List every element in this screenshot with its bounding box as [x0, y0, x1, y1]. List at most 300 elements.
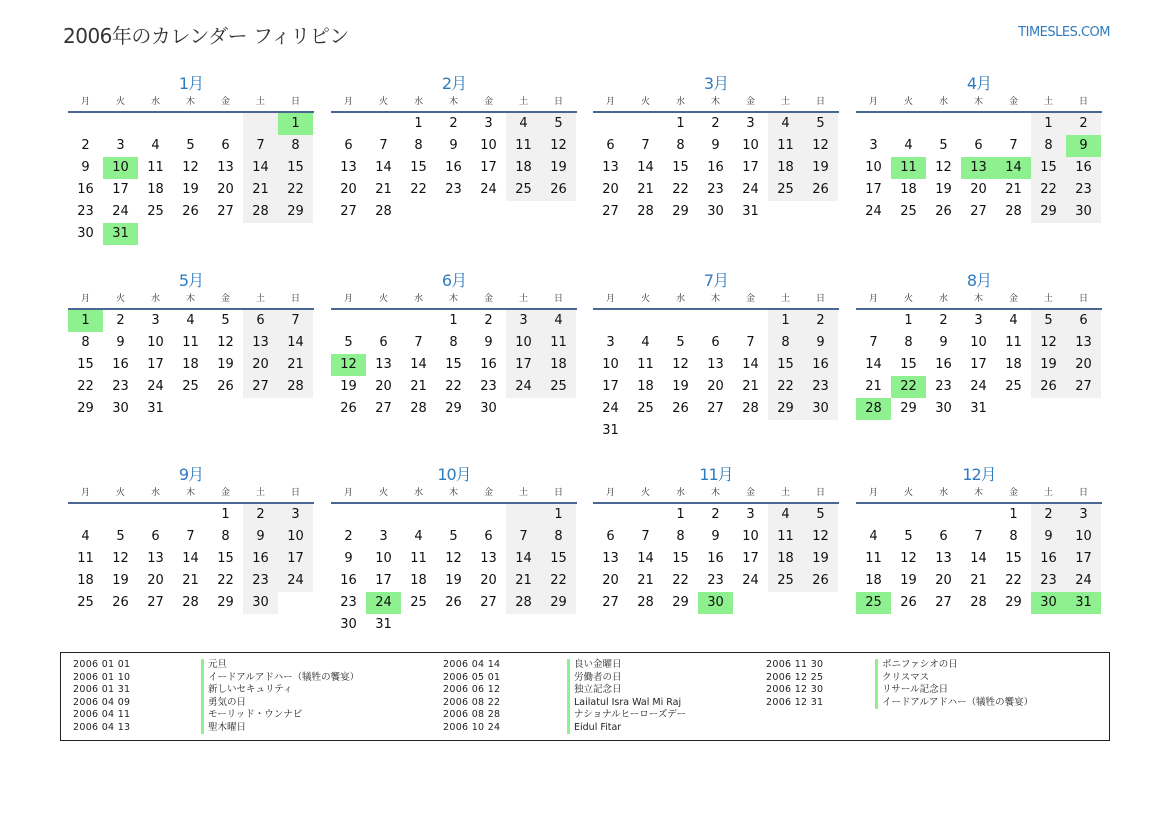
day-cell[interactable]: 21	[970, 573, 987, 588]
day-cell[interactable]: 30	[803, 398, 838, 420]
day-cell[interactable]: 17	[278, 548, 313, 570]
day-cell[interactable]: 24	[865, 204, 882, 219]
day-cell[interactable]: 20	[375, 379, 392, 394]
day-cell[interactable]: 23	[1066, 179, 1101, 201]
day-cell[interactable]: 28	[637, 595, 654, 610]
day-cell[interactable]: 20	[480, 573, 497, 588]
day-cell[interactable]: 15	[445, 357, 462, 372]
day-cell[interactable]: 18	[506, 157, 541, 179]
day-cell[interactable]: 29	[900, 401, 917, 416]
day-cell[interactable]: 4	[186, 313, 195, 328]
day-cell[interactable]: 7	[974, 529, 983, 544]
day-cell[interactable]: 16	[77, 182, 94, 197]
day-cell[interactable]: 14	[865, 357, 882, 372]
day-cell[interactable]: 5	[1031, 310, 1066, 332]
day-cell[interactable]: 29	[1031, 201, 1066, 223]
day-cell[interactable]: 25	[77, 595, 94, 610]
day-cell[interactable]: 1	[768, 310, 803, 332]
holiday-day-cell[interactable]: 11	[891, 157, 926, 179]
holiday-day-cell[interactable]: 28	[856, 398, 891, 420]
day-cell[interactable]: 8	[81, 335, 90, 350]
day-cell[interactable]: 12	[182, 160, 199, 175]
day-cell[interactable]: 18	[637, 379, 654, 394]
day-cell[interactable]: 28	[182, 595, 199, 610]
day-cell[interactable]: 24	[602, 401, 619, 416]
day-cell[interactable]: 29	[672, 204, 689, 219]
day-cell[interactable]: 14	[410, 357, 427, 372]
day-cell[interactable]: 12	[935, 160, 952, 175]
day-cell[interactable]: 26	[1031, 376, 1066, 398]
day-cell[interactable]: 22	[768, 376, 803, 398]
day-cell[interactable]: 10	[1066, 526, 1101, 548]
day-cell[interactable]: 12	[803, 135, 838, 157]
day-cell[interactable]: 12	[803, 526, 838, 548]
day-cell[interactable]: 1	[676, 507, 685, 522]
day-cell[interactable]: 4	[904, 138, 913, 153]
day-cell[interactable]: 21	[742, 379, 759, 394]
day-cell[interactable]: 5	[939, 138, 948, 153]
day-cell[interactable]: 25	[900, 204, 917, 219]
day-cell[interactable]: 17	[1066, 548, 1101, 570]
day-cell[interactable]: 20	[243, 354, 278, 376]
day-cell[interactable]: 3	[869, 138, 878, 153]
day-cell[interactable]: 24	[506, 376, 541, 398]
day-cell[interactable]: 11	[77, 551, 94, 566]
day-cell[interactable]: 10	[602, 357, 619, 372]
day-cell[interactable]: 28	[742, 401, 759, 416]
day-cell[interactable]: 5	[449, 529, 458, 544]
day-cell[interactable]: 11	[506, 135, 541, 157]
day-cell[interactable]: 16	[480, 357, 497, 372]
day-cell[interactable]: 21	[410, 379, 427, 394]
day-cell[interactable]: 18	[1005, 357, 1022, 372]
day-cell[interactable]: 26	[935, 204, 952, 219]
day-cell[interactable]: 18	[410, 573, 427, 588]
day-cell[interactable]: 27	[707, 401, 724, 416]
day-cell[interactable]: 2	[344, 529, 353, 544]
day-cell[interactable]: 28	[243, 201, 278, 223]
day-cell[interactable]: 1	[904, 313, 913, 328]
holiday-day-cell[interactable]: 25	[856, 592, 891, 614]
day-cell[interactable]: 20	[340, 182, 357, 197]
day-cell[interactable]: 28	[637, 204, 654, 219]
day-cell[interactable]: 22	[672, 573, 689, 588]
day-cell[interactable]: 3	[606, 335, 615, 350]
day-cell[interactable]: 9	[1031, 526, 1066, 548]
day-cell[interactable]: 13	[602, 160, 619, 175]
day-cell[interactable]: 23	[77, 204, 94, 219]
day-cell[interactable]: 13	[602, 551, 619, 566]
day-cell[interactable]: 30	[480, 401, 497, 416]
day-cell[interactable]: 16	[1066, 157, 1101, 179]
day-cell[interactable]: 22	[1031, 179, 1066, 201]
day-cell[interactable]: 16	[243, 548, 278, 570]
day-cell[interactable]: 17	[865, 182, 882, 197]
day-cell[interactable]: 6	[711, 335, 720, 350]
holiday-day-cell[interactable]: 30	[1031, 592, 1066, 614]
day-cell[interactable]: 2	[1066, 113, 1101, 135]
day-cell[interactable]: 18	[900, 182, 917, 197]
day-cell[interactable]: 11	[768, 135, 803, 157]
day-cell[interactable]: 22	[77, 379, 94, 394]
day-cell[interactable]: 25	[182, 379, 199, 394]
day-cell[interactable]: 17	[147, 357, 164, 372]
day-cell[interactable]: 5	[221, 313, 230, 328]
day-cell[interactable]: 24	[112, 204, 129, 219]
day-cell[interactable]: 26	[182, 204, 199, 219]
day-cell[interactable]: 31	[970, 401, 987, 416]
day-cell[interactable]: 3	[379, 529, 388, 544]
day-cell[interactable]: 16	[112, 357, 129, 372]
day-cell[interactable]: 7	[641, 529, 650, 544]
day-cell[interactable]: 12	[672, 357, 689, 372]
day-cell[interactable]: 7	[1009, 138, 1018, 153]
day-cell[interactable]: 18	[147, 182, 164, 197]
day-cell[interactable]: 11	[182, 335, 199, 350]
day-cell[interactable]: 14	[182, 551, 199, 566]
day-cell[interactable]: 12	[445, 551, 462, 566]
day-cell[interactable]: 16	[707, 160, 724, 175]
day-cell[interactable]: 24	[742, 182, 759, 197]
day-cell[interactable]: 17	[112, 182, 129, 197]
day-cell[interactable]: 4	[768, 504, 803, 526]
day-cell[interactable]: 29	[672, 595, 689, 610]
day-cell[interactable]: 29	[77, 401, 94, 416]
day-cell[interactable]: 30	[112, 401, 129, 416]
day-cell[interactable]: 6	[344, 138, 353, 153]
holiday-day-cell[interactable]: 13	[961, 157, 996, 179]
day-cell[interactable]: 21	[182, 573, 199, 588]
day-cell[interactable]: 8	[676, 529, 685, 544]
day-cell[interactable]: 29	[768, 398, 803, 420]
day-cell[interactable]: 23	[935, 379, 952, 394]
day-cell[interactable]: 25	[637, 401, 654, 416]
day-cell[interactable]: 4	[151, 138, 160, 153]
day-cell[interactable]: 13	[480, 551, 497, 566]
day-cell[interactable]: 1	[414, 116, 423, 131]
day-cell[interactable]: 1	[449, 313, 458, 328]
day-cell[interactable]: 21	[865, 379, 882, 394]
day-cell[interactable]: 2	[711, 116, 720, 131]
day-cell[interactable]: 21	[375, 182, 392, 197]
day-cell[interactable]: 18	[768, 548, 803, 570]
day-cell[interactable]: 26	[217, 379, 234, 394]
day-cell[interactable]: 25	[506, 179, 541, 201]
day-cell[interactable]: 3	[506, 310, 541, 332]
day-cell[interactable]: 12	[900, 551, 917, 566]
day-cell[interactable]: 19	[340, 379, 357, 394]
day-cell[interactable]: 2	[939, 313, 948, 328]
day-cell[interactable]: 10	[147, 335, 164, 350]
day-cell[interactable]: 26	[340, 401, 357, 416]
day-cell[interactable]: 30	[1066, 201, 1101, 223]
day-cell[interactable]: 4	[541, 310, 576, 332]
day-cell[interactable]: 5	[116, 529, 125, 544]
day-cell[interactable]: 13	[707, 357, 724, 372]
day-cell[interactable]: 10	[742, 138, 759, 153]
day-cell[interactable]: 8	[904, 335, 913, 350]
day-cell[interactable]: 3	[746, 116, 755, 131]
day-cell[interactable]: 25	[1005, 379, 1022, 394]
day-cell[interactable]: 6	[379, 335, 388, 350]
day-cell[interactable]: 15	[77, 357, 94, 372]
day-cell[interactable]: 16	[707, 551, 724, 566]
brand-logo[interactable]: TIMESLES.COM	[1018, 25, 1110, 40]
day-cell[interactable]: 2	[81, 138, 90, 153]
day-cell[interactable]: 16	[1031, 548, 1066, 570]
day-cell[interactable]: 8	[414, 138, 423, 153]
day-cell[interactable]: 19	[803, 157, 838, 179]
day-cell[interactable]: 17	[480, 160, 497, 175]
day-cell[interactable]: 19	[803, 548, 838, 570]
day-cell[interactable]: 24	[278, 570, 313, 592]
day-cell[interactable]: 6	[151, 529, 160, 544]
day-cell[interactable]: 25	[147, 204, 164, 219]
day-cell[interactable]: 3	[746, 507, 755, 522]
day-cell[interactable]: 11	[768, 526, 803, 548]
day-cell[interactable]: 16	[803, 354, 838, 376]
day-cell[interactable]: 9	[344, 551, 353, 566]
day-cell[interactable]: 15	[217, 551, 234, 566]
day-cell[interactable]: 27	[147, 595, 164, 610]
holiday-day-cell[interactable]: 31	[1066, 592, 1101, 614]
day-cell[interactable]: 8	[541, 526, 576, 548]
day-cell[interactable]: 28	[278, 376, 313, 398]
day-cell[interactable]: 27	[602, 595, 619, 610]
day-cell[interactable]: 21	[506, 570, 541, 592]
day-cell[interactable]: 2	[449, 116, 458, 131]
day-cell[interactable]: 7	[278, 310, 313, 332]
day-cell[interactable]: 9	[449, 138, 458, 153]
day-cell[interactable]: 23	[707, 573, 724, 588]
day-cell[interactable]: 2	[243, 504, 278, 526]
day-cell[interactable]: 23	[480, 379, 497, 394]
day-cell[interactable]: 25	[541, 376, 576, 398]
day-cell[interactable]: 25	[768, 179, 803, 201]
day-cell[interactable]: 1	[676, 116, 685, 131]
day-cell[interactable]: 7	[186, 529, 195, 544]
day-cell[interactable]: 28	[970, 595, 987, 610]
day-cell[interactable]: 27	[602, 204, 619, 219]
day-cell[interactable]: 8	[221, 529, 230, 544]
day-cell[interactable]: 22	[217, 573, 234, 588]
day-cell[interactable]: 10	[278, 526, 313, 548]
holiday-day-cell[interactable]: 10	[103, 157, 138, 179]
day-cell[interactable]: 29	[278, 201, 313, 223]
day-cell[interactable]: 3	[484, 116, 493, 131]
day-cell[interactable]: 20	[147, 573, 164, 588]
day-cell[interactable]: 22	[541, 570, 576, 592]
day-cell[interactable]: 14	[278, 332, 313, 354]
day-cell[interactable]: 14	[637, 160, 654, 175]
day-cell[interactable]: 24	[742, 573, 759, 588]
holiday-day-cell[interactable]: 24	[366, 592, 401, 614]
day-cell[interactable]: 17	[742, 551, 759, 566]
day-cell[interactable]: 29	[217, 595, 234, 610]
day-cell[interactable]: 13	[340, 160, 357, 175]
holiday-day-cell[interactable]: 22	[891, 376, 926, 398]
day-cell[interactable]: 17	[742, 160, 759, 175]
holiday-day-cell[interactable]: 14	[996, 157, 1031, 179]
day-cell[interactable]: 30	[77, 226, 94, 241]
day-cell[interactable]: 3	[974, 313, 983, 328]
day-cell[interactable]: 13	[147, 551, 164, 566]
day-cell[interactable]: 7	[506, 526, 541, 548]
day-cell[interactable]: 20	[970, 182, 987, 197]
day-cell[interactable]: 24	[480, 182, 497, 197]
day-cell[interactable]: 11	[541, 332, 576, 354]
day-cell[interactable]: 22	[672, 182, 689, 197]
day-cell[interactable]: 23	[340, 595, 357, 610]
day-cell[interactable]: 23	[112, 379, 129, 394]
day-cell[interactable]: 26	[445, 595, 462, 610]
day-cell[interactable]: 8	[768, 332, 803, 354]
day-cell[interactable]: 13	[1066, 332, 1101, 354]
day-cell[interactable]: 9	[711, 138, 720, 153]
day-cell[interactable]: 4	[1009, 313, 1018, 328]
day-cell[interactable]: 20	[602, 573, 619, 588]
day-cell[interactable]: 31	[602, 423, 619, 438]
day-cell[interactable]: 2	[1031, 504, 1066, 526]
day-cell[interactable]: 21	[1005, 182, 1022, 197]
day-cell[interactable]: 25	[410, 595, 427, 610]
day-cell[interactable]: 29	[541, 592, 576, 614]
day-cell[interactable]: 13	[243, 332, 278, 354]
day-cell[interactable]: 28	[375, 204, 392, 219]
day-cell[interactable]: 2	[711, 507, 720, 522]
day-cell[interactable]: 20	[707, 379, 724, 394]
day-cell[interactable]: 19	[1031, 354, 1066, 376]
day-cell[interactable]: 7	[641, 138, 650, 153]
day-cell[interactable]: 22	[410, 182, 427, 197]
day-cell[interactable]: 14	[375, 160, 392, 175]
day-cell[interactable]: 15	[1031, 157, 1066, 179]
day-cell[interactable]: 1	[541, 504, 576, 526]
day-cell[interactable]: 8	[1031, 135, 1066, 157]
day-cell[interactable]: 17	[970, 357, 987, 372]
day-cell[interactable]: 19	[672, 379, 689, 394]
day-cell[interactable]: 31	[375, 617, 392, 632]
day-cell[interactable]: 6	[939, 529, 948, 544]
day-cell[interactable]: 18	[865, 573, 882, 588]
day-cell[interactable]: 30	[707, 204, 724, 219]
day-cell[interactable]: 6	[243, 310, 278, 332]
day-cell[interactable]: 5	[186, 138, 195, 153]
day-cell[interactable]: 27	[217, 204, 234, 219]
day-cell[interactable]: 18	[768, 157, 803, 179]
day-cell[interactable]: 21	[637, 182, 654, 197]
day-cell[interactable]: 23	[803, 376, 838, 398]
day-cell[interactable]: 3	[278, 504, 313, 526]
day-cell[interactable]: 8	[1009, 529, 1018, 544]
day-cell[interactable]: 19	[112, 573, 129, 588]
day-cell[interactable]: 19	[445, 573, 462, 588]
holiday-day-cell[interactable]: 12	[331, 354, 366, 376]
day-cell[interactable]: 11	[865, 551, 882, 566]
day-cell[interactable]: 27	[480, 595, 497, 610]
day-cell[interactable]: 6	[221, 138, 230, 153]
day-cell[interactable]: 26	[803, 179, 838, 201]
day-cell[interactable]: 8	[449, 335, 458, 350]
day-cell[interactable]: 9	[803, 332, 838, 354]
day-cell[interactable]: 8	[676, 138, 685, 153]
day-cell[interactable]: 17	[602, 379, 619, 394]
day-cell[interactable]: 15	[541, 548, 576, 570]
day-cell[interactable]: 26	[803, 570, 838, 592]
day-cell[interactable]: 17	[506, 354, 541, 376]
day-cell[interactable]: 26	[672, 401, 689, 416]
day-cell[interactable]: 2	[484, 313, 493, 328]
day-cell[interactable]: 9	[116, 335, 125, 350]
day-cell[interactable]: 9	[81, 160, 90, 175]
day-cell[interactable]: 18	[182, 357, 199, 372]
day-cell[interactable]: 10	[480, 138, 497, 153]
day-cell[interactable]: 15	[900, 357, 917, 372]
day-cell[interactable]: 14	[506, 548, 541, 570]
day-cell[interactable]: 29	[1005, 595, 1022, 610]
day-cell[interactable]: 9	[711, 529, 720, 544]
day-cell[interactable]: 3	[1066, 504, 1101, 526]
day-cell[interactable]: 4	[506, 113, 541, 135]
holiday-day-cell[interactable]: 1	[278, 113, 313, 135]
day-cell[interactable]: 4	[768, 113, 803, 135]
day-cell[interactable]: 4	[81, 529, 90, 544]
day-cell[interactable]: 6	[974, 138, 983, 153]
day-cell[interactable]: 16	[340, 573, 357, 588]
day-cell[interactable]: 21	[243, 179, 278, 201]
day-cell[interactable]: 31	[147, 401, 164, 416]
day-cell[interactable]: 15	[768, 354, 803, 376]
day-cell[interactable]: 26	[900, 595, 917, 610]
day-cell[interactable]: 14	[970, 551, 987, 566]
day-cell[interactable]: 5	[803, 113, 838, 135]
day-cell[interactable]: 10	[375, 551, 392, 566]
day-cell[interactable]: 20	[217, 182, 234, 197]
day-cell[interactable]: 14	[742, 357, 759, 372]
day-cell[interactable]: 3	[116, 138, 125, 153]
holiday-day-cell[interactable]: 31	[103, 223, 138, 245]
day-cell[interactable]: 13	[375, 357, 392, 372]
day-cell[interactable]: 30	[243, 592, 278, 614]
day-cell[interactable]: 30	[935, 401, 952, 416]
day-cell[interactable]: 19	[935, 182, 952, 197]
day-cell[interactable]: 24	[147, 379, 164, 394]
day-cell[interactable]: 12	[541, 135, 576, 157]
holiday-day-cell[interactable]: 1	[68, 310, 103, 332]
day-cell[interactable]: 27	[243, 376, 278, 398]
day-cell[interactable]: 1	[1031, 113, 1066, 135]
day-cell[interactable]: 7	[414, 335, 423, 350]
day-cell[interactable]: 30	[340, 617, 357, 632]
day-cell[interactable]: 14	[637, 551, 654, 566]
day-cell[interactable]: 20	[602, 182, 619, 197]
day-cell[interactable]: 28	[1005, 204, 1022, 219]
day-cell[interactable]: 1	[1009, 507, 1018, 522]
day-cell[interactable]: 13	[935, 551, 952, 566]
day-cell[interactable]: 12	[217, 335, 234, 350]
day-cell[interactable]: 19	[900, 573, 917, 588]
day-cell[interactable]: 14	[243, 157, 278, 179]
day-cell[interactable]: 5	[676, 335, 685, 350]
day-cell[interactable]: 2	[803, 310, 838, 332]
day-cell[interactable]: 6	[484, 529, 493, 544]
day-cell[interactable]: 20	[1066, 354, 1101, 376]
holiday-day-cell[interactable]: 30	[698, 592, 733, 614]
day-cell[interactable]: 23	[243, 570, 278, 592]
day-cell[interactable]: 9	[484, 335, 493, 350]
day-cell[interactable]: 11	[147, 160, 164, 175]
day-cell[interactable]: 19	[217, 357, 234, 372]
